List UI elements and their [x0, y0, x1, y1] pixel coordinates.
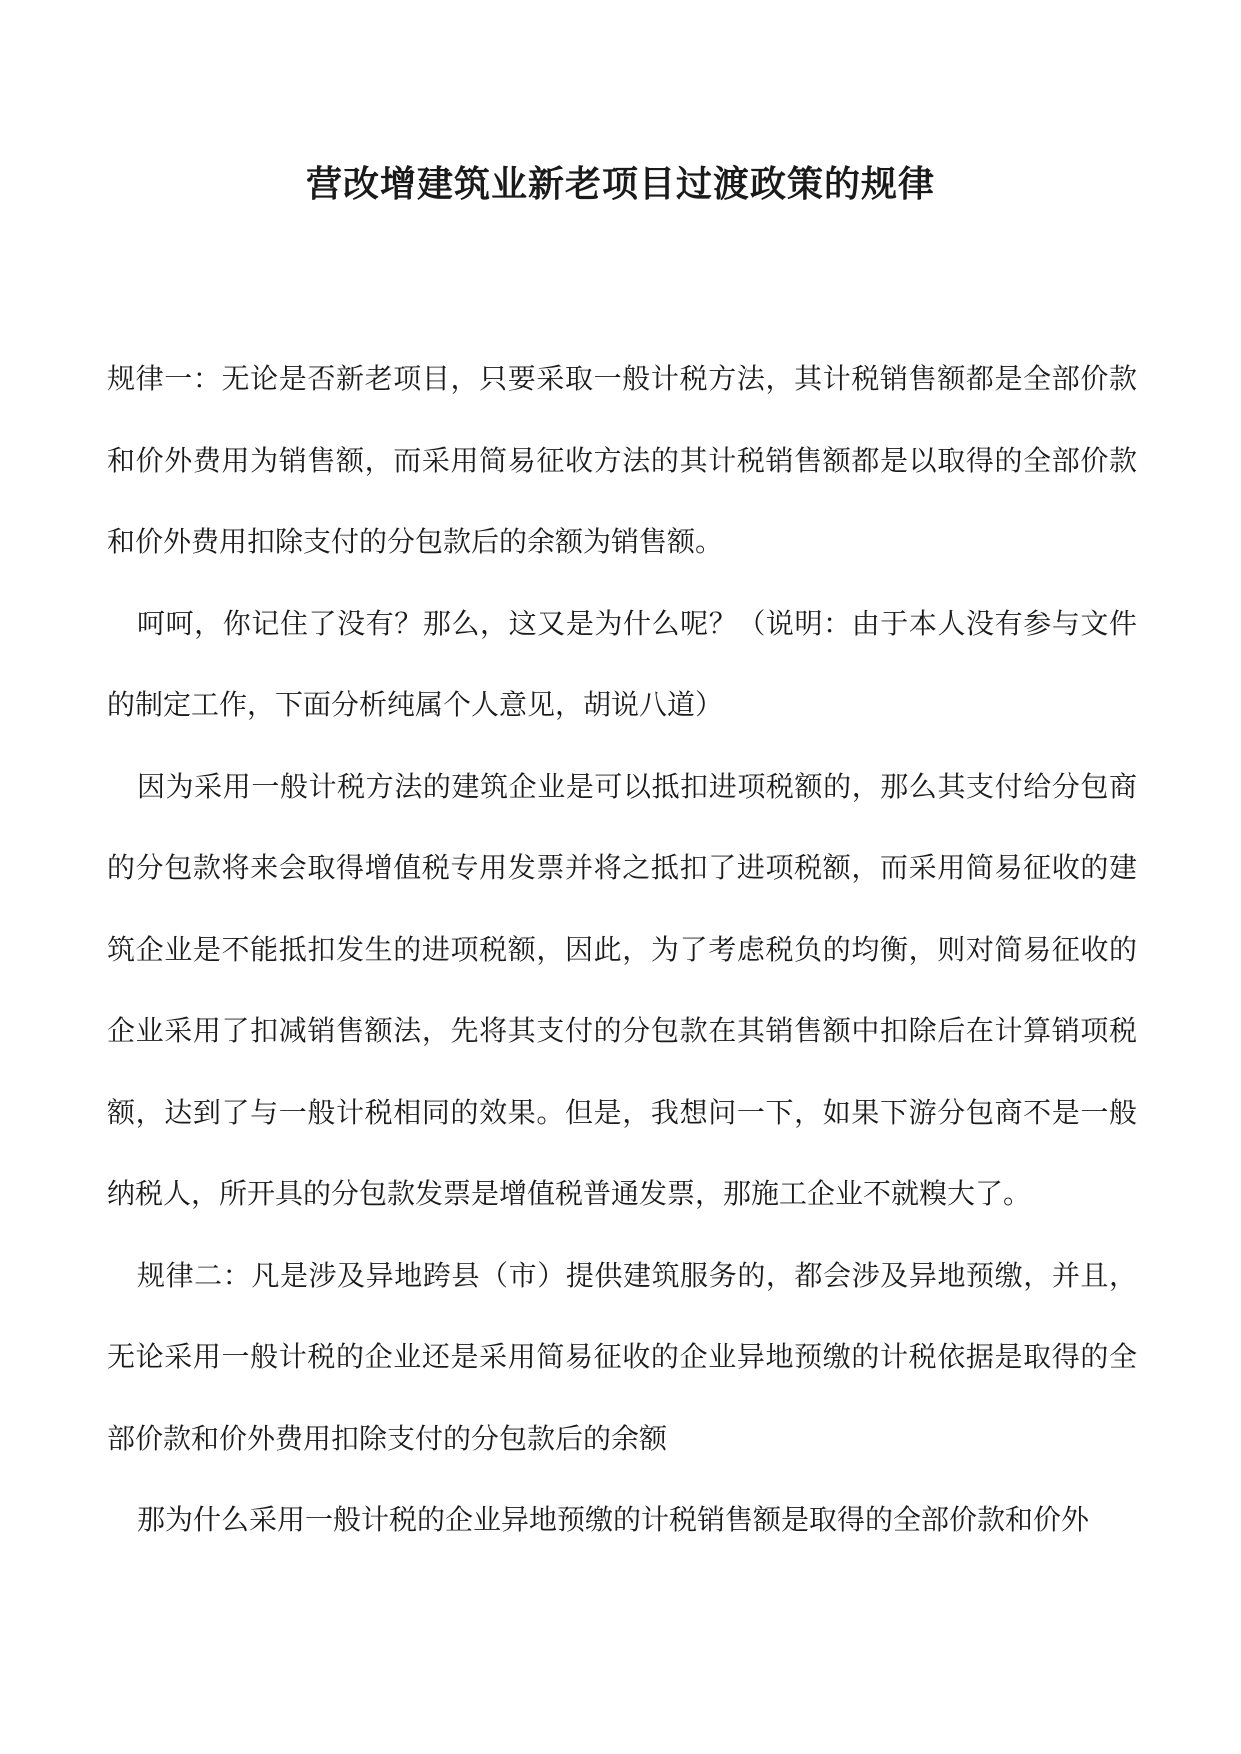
paragraph-question: 呵呵，你记住了没有？那么，这又是为什么呢？（说明：由于本人没有参与文件的制定工作，下面分析纯属个人意见，胡说八道） — [107, 606, 1137, 721]
document-title: 营改增建筑业新老项目过渡政策的规律 — [305, 164, 935, 205]
paragraph-rule-one: 规律一：无论是否新老项目，只要采取一般计税方法，其计税销售额都是全部价款和价外费用为销售额，而采用简易征收方法的其计税销售额都是以取得的全部价款和价外费用扣除支付的分包款后的余额为销售额。 — [107, 362, 1137, 558]
document-body — [107, 338, 1137, 1561]
paragraph-explanation: 因为采用一般计税方法的建筑企业是可以抵扣进项税额的，那么其支付给分包商的分包款将来会取得增值税专用发票并将之抵扣了进项税额，而采用简易征收的建筑企业是不能抵扣发生的进项税额，因此，为了考虑税负的均衡，则对简易征收的企业采用了扣减销售额法，先将其支付的分包款在其销售额中扣除后在计算销项税额，达到了与一般计税相同的效果。但是，我想问一下，如果下游分包商不是一般纳税人，所开具的分包款发票是增值税普通发票，那施工企业不就糗大了。 — [107, 769, 1137, 1210]
paragraph-followup: 那为什么采用一般计税的企业异地预缴的计税销售额是取得的全部价款和价外 — [137, 1503, 1090, 1536]
paragraph-rule-two: 规律二：凡是涉及异地跨县（市）提供建筑服务的，都会涉及异地预缴，并且，无论采用一般计税的企业还是采用简易征收的企业异地预缴的计税依据是取得的全部价款和价外费用扣除支付的分包款后的余额 — [107, 1258, 1137, 1455]
